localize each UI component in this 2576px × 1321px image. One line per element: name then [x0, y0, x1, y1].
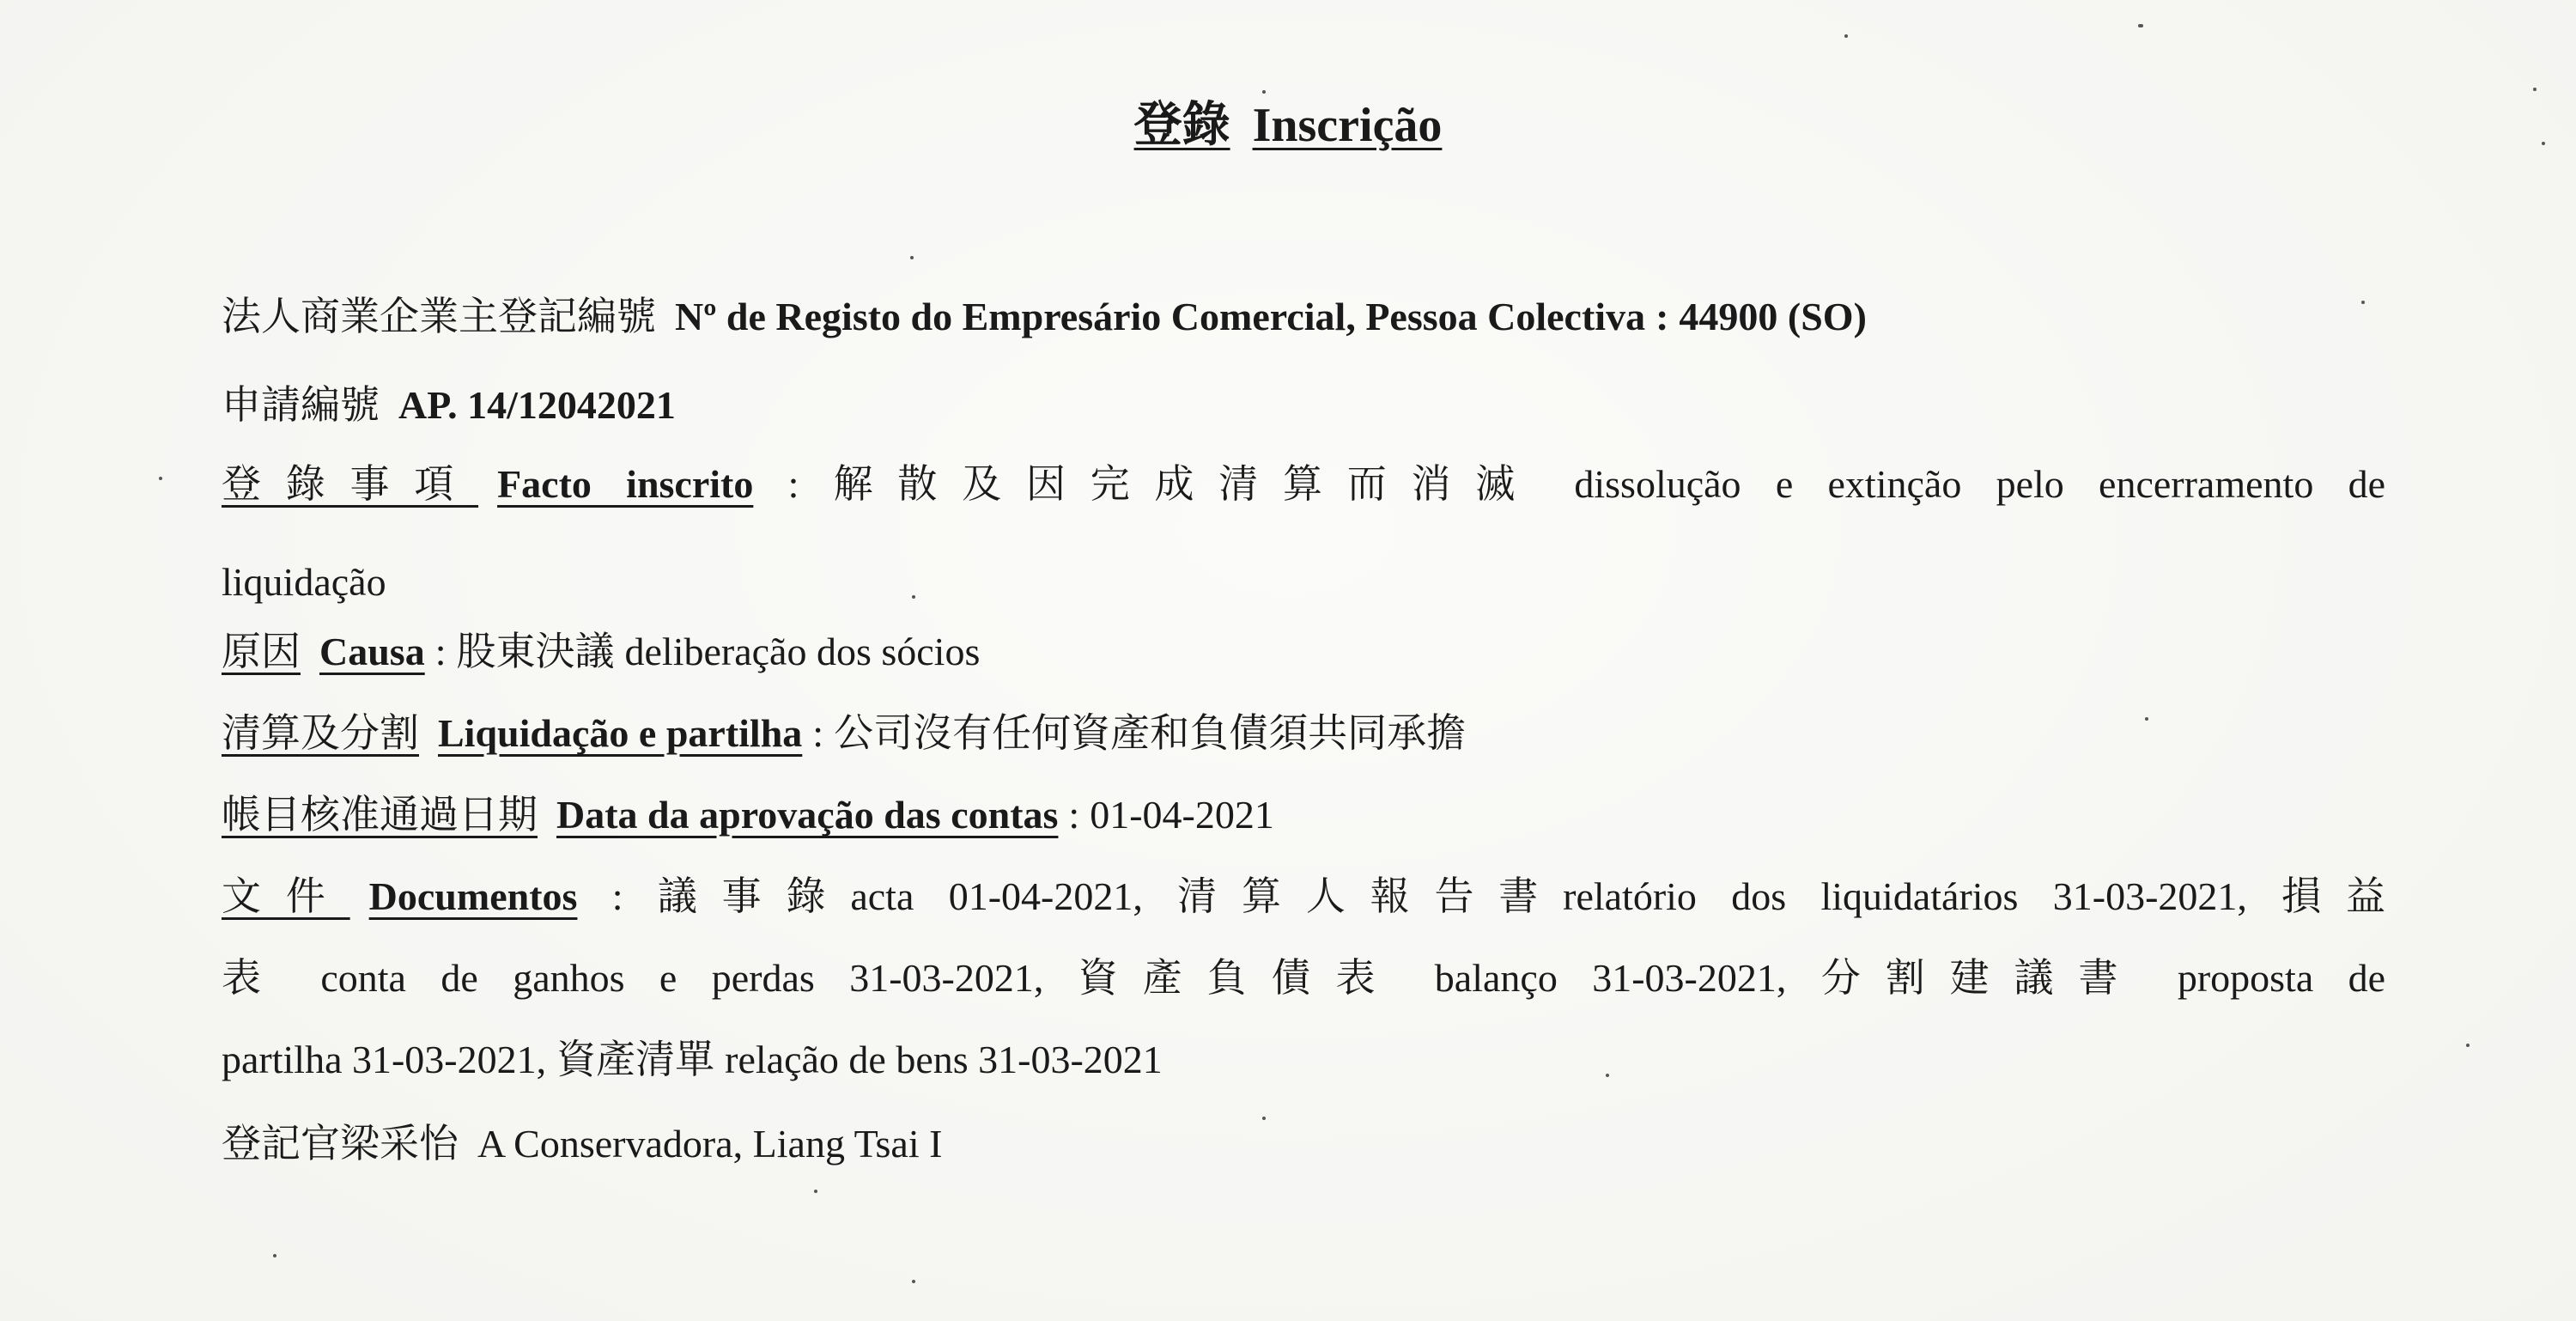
facto-sep: : [787, 462, 799, 506]
contas-value: 01-04-2021 [1090, 793, 1274, 837]
scan-speck [1262, 1117, 1266, 1120]
registo-row [222, 293, 2385, 339]
doc-partilha-pt: partilha 31-03-2021, [222, 1038, 547, 1081]
contas-label-pt: Data da aprovação das contas [556, 793, 1059, 837]
doc-balanco-zh: 資產負債表 [1078, 954, 1400, 1001]
documentos-sep: : [611, 874, 623, 918]
pedido-value: AP. 14/12042021 [398, 383, 676, 427]
scan-speck [2138, 24, 2142, 27]
scan-speck [912, 1280, 915, 1283]
contas-sep: : [1068, 793, 1080, 837]
title-pt: Inscrição [1252, 99, 1443, 152]
document-title [0, 97, 2576, 153]
scan-speck [1262, 90, 1266, 94]
contas-row [222, 791, 2385, 837]
pedido-row [222, 381, 2385, 428]
facto-row [222, 460, 2386, 507]
facto-value-zh: 解散及因完成清算而消滅 [833, 460, 1540, 507]
scan-speck [814, 1190, 817, 1193]
doc-conta-zh-end: 表 [222, 954, 286, 1001]
doc-bens-pt: relação de bens 31-03-2021 [725, 1038, 1163, 1081]
doc-balanco-pt: balanço 31-03-2021, [1434, 956, 1787, 1000]
causa-value-zh: 股東決議 [456, 628, 615, 674]
facto-value-pt-line1: dissolução e extinção pelo encerramento de [1574, 462, 2386, 506]
facto-label-zh: 登錄事項 [222, 460, 479, 507]
facto-label-pt: Facto inscrito [497, 462, 754, 506]
causa-label-zh: 原因 [222, 628, 301, 674]
doc-proposta-zh: 分割建議書 [1820, 954, 2143, 1001]
conservadora-pt: A Conservadora, Liang Tsai I [477, 1122, 943, 1166]
documentos-row-cont2 [222, 1036, 2385, 1082]
scan-speck [2145, 717, 2148, 721]
facto-row-cont [222, 560, 2385, 604]
causa-value-pt: deliberação dos sócios [624, 630, 981, 673]
scan-speck [1844, 34, 1848, 38]
scan-speck [1606, 1074, 1609, 1077]
registo-label-zh: 法人商業企業主登記編號 [222, 293, 656, 339]
registo-label-pt: Nº de Registo do Empresário Comercial, Pessoa Colectiva [675, 295, 1646, 338]
scan-speck [159, 477, 162, 480]
documentos-row-cont1 [222, 954, 2386, 1001]
liquidacao-label-pt: Liquidação e partilha [438, 711, 803, 755]
scan-speck [2542, 142, 2545, 145]
liquidacao-sep: : [812, 711, 824, 755]
pedido-label-zh: 申請編號 [222, 381, 380, 428]
scan-speck [273, 1254, 276, 1257]
causa-label-pt: Causa [319, 630, 425, 673]
scan-speck [912, 595, 915, 599]
causa-row [222, 628, 2385, 674]
doc-acta-pt: acta 01-04-2021, [850, 874, 1143, 918]
scan-speck [2361, 301, 2365, 304]
scan-speck [2533, 88, 2537, 91]
contas-label-zh: 帳目核准通過日期 [222, 791, 538, 837]
scan-speck [910, 256, 914, 259]
registo-value: 44900 (SO) [1679, 295, 1867, 338]
doc-bens-zh: 資產清單 [556, 1036, 715, 1082]
liquidacao-label-zh: 清算及分割 [222, 709, 419, 756]
title-zh: 登錄 [1133, 97, 1230, 153]
doc-conta-pt: conta de ganhos e perdas 31-03-2021, [320, 956, 1044, 1000]
doc-acta-zh: 議事錄 [657, 873, 851, 919]
documentos-row [222, 873, 2386, 919]
conservadora-row [222, 1120, 2385, 1166]
liquidacao-value-zh: 公司沒有任何資產和負債須共同承擔 [834, 709, 1467, 756]
doc-relatorio-pt: relatório dos liquidatários 31-03-2021, [1563, 874, 2247, 918]
scan-speck [2466, 1044, 2470, 1047]
conservadora-zh: 登記官梁采怡 [222, 1120, 459, 1166]
documentos-label-zh: 文件 [222, 873, 350, 919]
liquidacao-row [222, 709, 2385, 756]
facto-value-pt-line2: liquidação [222, 560, 386, 604]
documentos-label-pt: Documentos [368, 874, 578, 918]
registo-sep: : [1656, 295, 1669, 338]
doc-relatorio-zh: 清算人報告書 [1177, 873, 1564, 919]
causa-sep: : [434, 630, 447, 673]
doc-proposta-pt: proposta de [2177, 956, 2386, 1000]
doc-conta-zh-start: 損益 [2281, 873, 2386, 919]
